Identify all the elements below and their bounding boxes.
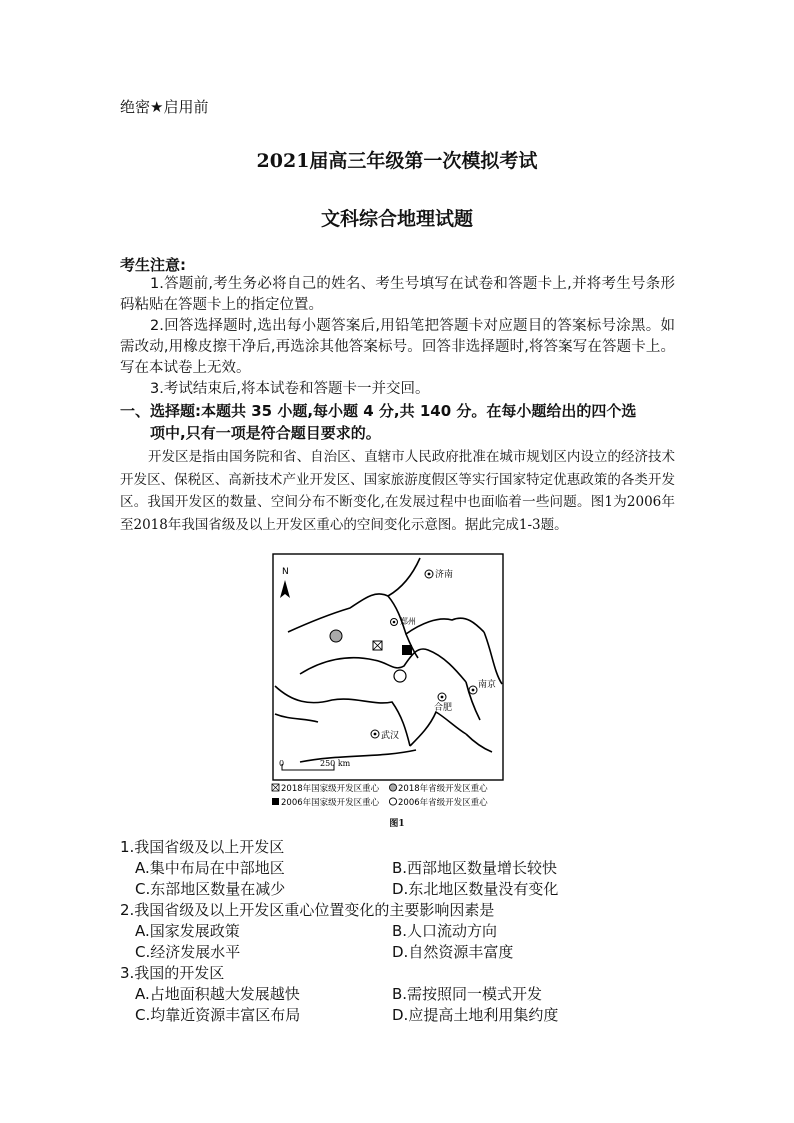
question-3-stem: 3.我国的开发区 — [120, 964, 225, 982]
centroid-2018-provincial — [330, 630, 342, 642]
question-2-stem: 2.我国省级及以上开发区重心位置变化的主要影响因素是 — [120, 901, 495, 919]
question-1-stem: 1.我国省级及以上开发区 — [120, 838, 285, 856]
city-label-zhengzhou: 郑州 — [400, 617, 416, 626]
notice-item-1: 1.答题前,考生务必将自己的姓名、考生号填写在试卷和答题卡上,并将考生号条形码粘贴在答题卡上的指定位置。 — [120, 276, 675, 313]
subject-title: 文科综合地理试题 — [320, 208, 473, 230]
north-label: N — [282, 567, 289, 577]
question-1-option-a: A.集中布局在中部地区 — [135, 859, 285, 877]
intro-paragraph: 开发区是指由国务院和省、自治区、直辖市人民政府批准在城市规划区内设立的经济技术开发区、保税区、高新技术产业开发区、国家旅游度假区等实行国家特定优惠政策的各类开发区。我国开发区的数量、空间分布不断变化,在发展过程中也面临着一些问题。图1为2006年至2018年我国省级及以上开发区重心的空间变化示意图。据此完成1-3题。 — [120, 449, 675, 533]
question-2-option-d: D.自然资源丰富度 — [392, 943, 514, 961]
question-3-option-d: D.应提高土地利用集约度 — [392, 1006, 559, 1024]
map-frame — [273, 554, 503, 780]
development-zone-map — [270, 552, 506, 812]
question-3-option-b: B.需按照同一模式开发 — [392, 985, 543, 1003]
question-2-option-b: B.人口流动方向 — [392, 922, 498, 940]
city-label-wuhan: 武汉 — [381, 731, 400, 741]
city-label-jinan: 济南 — [435, 570, 454, 580]
legend-2006-national: 2006年国家级开发区重心 — [281, 798, 380, 808]
map-legend — [272, 783, 488, 808]
legend-2006-provincial: 2006年省级开发区重心 — [398, 798, 488, 808]
section-heading — [120, 400, 680, 444]
confidential-mark: 绝密★启用前 — [120, 98, 209, 116]
city-label-nanjing: 南京 — [478, 680, 497, 690]
scale-distance: 250 km — [320, 759, 351, 768]
figure-caption: 图1 — [389, 819, 405, 829]
section-heading-line-2: 项中,只有一项是符合题目要求的。 — [150, 424, 381, 442]
exam-title: 2021届高三年级第一次模拟考试 — [256, 150, 538, 172]
section-heading-line-1: 一、选择题:本题共 35 小题,每小题 4 分,共 140 分。在每小题给出的四个选 — [120, 402, 637, 420]
question-3-option-a: A.占地面积越大发展越快 — [135, 985, 300, 1003]
notice-heading: 考生注意: — [120, 256, 186, 274]
question-1-option-c: C.东部地区数量在减少 — [135, 880, 286, 898]
question-1-option-d: D.东北地区数量没有变化 — [392, 880, 559, 898]
legend-2018-national: 2018年国家级开发区重心 — [281, 784, 380, 794]
question-3-option-c: C.均靠近资源丰富区布局 — [135, 1006, 301, 1024]
centroid-2006-provincial — [394, 670, 406, 682]
legend-2018-provincial: 2018年省级开发区重心 — [398, 784, 488, 794]
scale-zero: 0 — [279, 759, 285, 768]
centroid-2018-national — [373, 641, 382, 650]
centroid-2006-national — [402, 645, 412, 655]
city-label-hefei: 合肥 — [434, 703, 453, 713]
question-2-option-a: A.国家发展政策 — [135, 922, 240, 940]
city-marker-jinan — [425, 568, 453, 580]
question-1-option-b: B.西部地区数量增长较快 — [392, 859, 558, 877]
notice-item-2: 2.回答选择题时,选出每小题答案后,用铅笔把答题卡对应题目的答案标号涂黑。如需改动,用橡皮擦干净后,再选涂其他答案标号。回答非选择题时,将答案写在答题卡上。写在本试卷上无效。 — [120, 318, 675, 376]
notice-item-3: 3.考试结束后,将本试卷和答题卡一并交回。 — [150, 381, 430, 397]
question-2-option-c: C.经济发展水平 — [135, 943, 241, 961]
